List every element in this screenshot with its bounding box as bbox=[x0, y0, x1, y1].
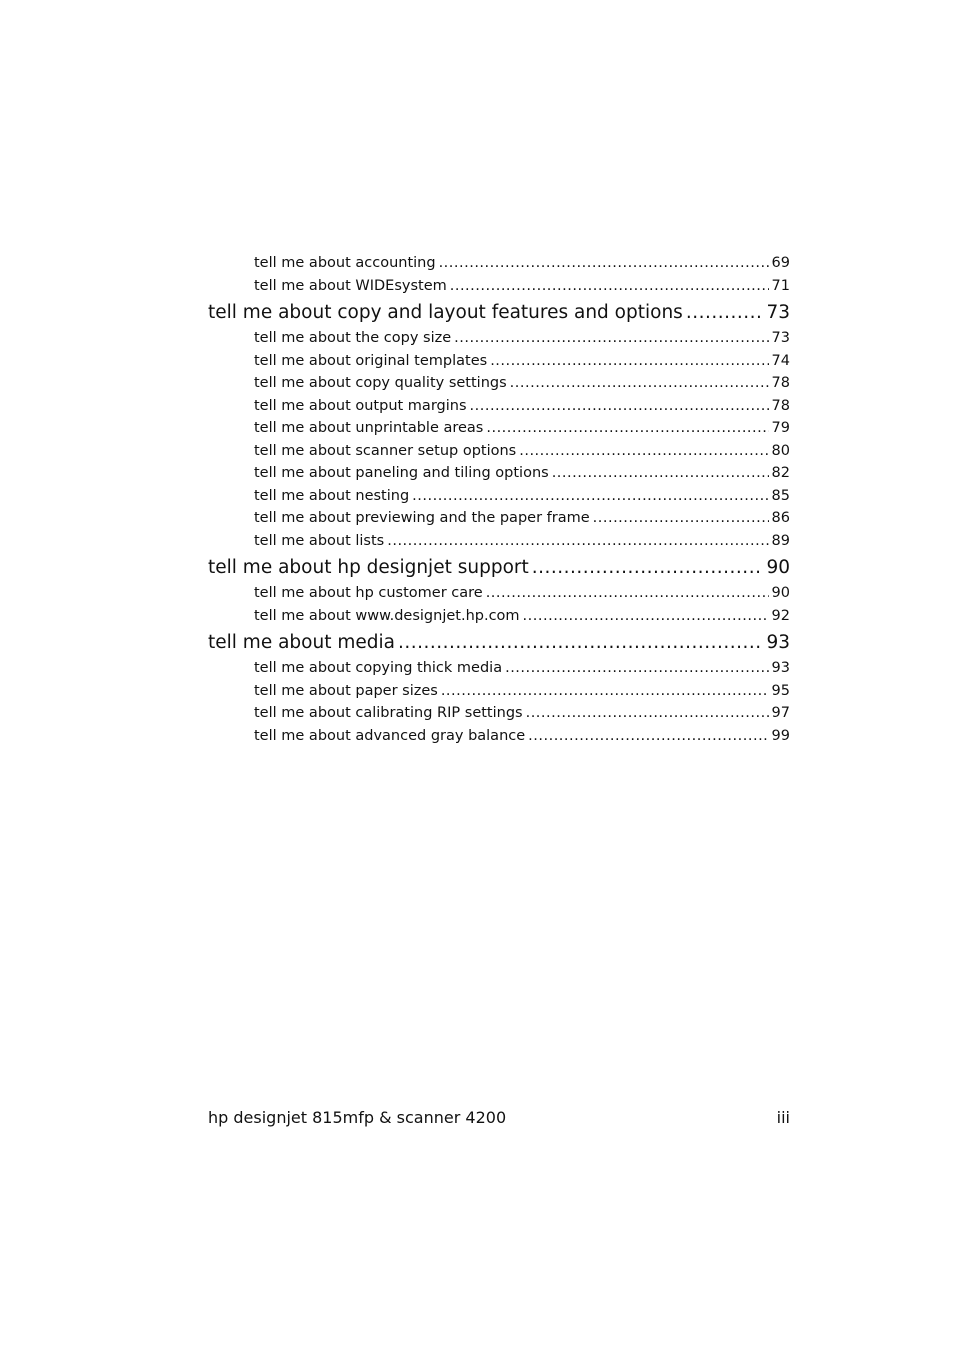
toc-section-title: tell me about hp designjet support bbox=[208, 553, 529, 583]
toc-entry-label: tell me about original templates bbox=[254, 350, 487, 373]
dot-leader bbox=[398, 628, 763, 658]
toc-entry-label: tell me about scanner setup options bbox=[254, 440, 516, 463]
toc-entry[interactable] bbox=[254, 657, 790, 680]
toc-entry[interactable] bbox=[254, 440, 790, 463]
dot-leader bbox=[450, 275, 769, 298]
toc-entry-label: tell me about lists bbox=[254, 530, 384, 553]
dot-leader bbox=[593, 507, 769, 530]
toc-entry-page: 97 bbox=[772, 702, 790, 725]
toc-entry-label: tell me about WIDEsystem bbox=[254, 275, 447, 298]
toc-section-title: tell me about media bbox=[208, 628, 395, 658]
dot-leader bbox=[486, 417, 768, 440]
toc-entry-page: 69 bbox=[772, 252, 790, 275]
page-number: iii bbox=[776, 1108, 790, 1127]
dot-leader bbox=[532, 553, 764, 583]
toc-entry-label: tell me about advanced gray balance bbox=[254, 725, 525, 748]
dot-leader bbox=[439, 252, 769, 275]
toc-entry[interactable] bbox=[254, 327, 790, 350]
toc-entry-page: 85 bbox=[772, 485, 790, 508]
toc-entry[interactable] bbox=[254, 275, 790, 298]
toc-section-page: 90 bbox=[766, 553, 790, 583]
toc-entry-label: tell me about calibrating RIP settings bbox=[254, 702, 523, 725]
toc-entry-label: tell me about unprintable areas bbox=[254, 417, 483, 440]
dot-leader bbox=[454, 327, 768, 350]
toc-entry-label: tell me about hp customer care bbox=[254, 582, 483, 605]
toc-entry-page: 89 bbox=[772, 530, 790, 553]
page-footer bbox=[208, 1106, 790, 1130]
dot-leader bbox=[441, 680, 769, 703]
toc-entry-page: 78 bbox=[772, 395, 790, 418]
dot-leader bbox=[490, 350, 768, 373]
toc-entry-label: tell me about copying thick media bbox=[254, 657, 502, 680]
toc-entry-page: 79 bbox=[772, 417, 790, 440]
toc-entry[interactable] bbox=[254, 485, 790, 508]
toc-section-page: 73 bbox=[766, 298, 790, 328]
toc-section-title: tell me about copy and layout features and options bbox=[208, 298, 683, 328]
toc-section-heading[interactable] bbox=[208, 553, 790, 583]
toc-section-page: 93 bbox=[766, 628, 790, 658]
toc-entry-page: 78 bbox=[772, 372, 790, 395]
toc-entry[interactable] bbox=[254, 582, 790, 605]
toc-entry[interactable] bbox=[254, 725, 790, 748]
dot-leader bbox=[528, 725, 768, 748]
dot-leader bbox=[686, 298, 764, 328]
toc-entry[interactable] bbox=[254, 417, 790, 440]
toc-entry-page: 90 bbox=[772, 582, 790, 605]
toc-entry-page: 73 bbox=[772, 327, 790, 350]
toc-entry[interactable] bbox=[254, 462, 790, 485]
toc-entry[interactable] bbox=[254, 530, 790, 553]
toc-entry-page: 99 bbox=[772, 725, 790, 748]
toc-entry-label: tell me about the copy size bbox=[254, 327, 451, 350]
toc-entry-label: tell me about copy quality settings bbox=[254, 372, 507, 395]
toc-entry-label: tell me about www.designjet.hp.com bbox=[254, 605, 520, 628]
toc-entry[interactable] bbox=[254, 372, 790, 395]
dot-leader bbox=[523, 605, 769, 628]
toc-entry[interactable] bbox=[254, 395, 790, 418]
toc-entry-label: tell me about accounting bbox=[254, 252, 436, 275]
toc-entry-page: 71 bbox=[772, 275, 790, 298]
toc-entry[interactable] bbox=[254, 702, 790, 725]
toc-section-heading[interactable] bbox=[208, 298, 790, 328]
toc-entry-label: tell me about nesting bbox=[254, 485, 409, 508]
toc-entry-label: tell me about previewing and the paper frame bbox=[254, 507, 590, 530]
toc-entry[interactable] bbox=[254, 252, 790, 275]
dot-leader bbox=[552, 462, 769, 485]
toc-entry-label: tell me about paper sizes bbox=[254, 680, 438, 703]
toc-entry-page: 92 bbox=[772, 605, 790, 628]
toc-entry[interactable] bbox=[254, 350, 790, 373]
dot-leader bbox=[387, 530, 768, 553]
dot-leader bbox=[412, 485, 768, 508]
toc-section-heading[interactable] bbox=[208, 628, 790, 658]
toc-entry-page: 80 bbox=[772, 440, 790, 463]
toc-entry-page: 93 bbox=[772, 657, 790, 680]
dot-leader bbox=[519, 440, 768, 463]
toc-entry[interactable] bbox=[254, 680, 790, 703]
table-of-contents bbox=[208, 252, 790, 747]
toc-entry-page: 74 bbox=[772, 350, 790, 373]
toc-entry-label: tell me about output margins bbox=[254, 395, 467, 418]
toc-entry-label: tell me about paneling and tiling options bbox=[254, 462, 549, 485]
toc-entry[interactable] bbox=[254, 605, 790, 628]
footer-title: hp designjet 815mfp & scanner 4200 bbox=[208, 1108, 507, 1127]
dot-leader bbox=[510, 372, 769, 395]
toc-entry[interactable] bbox=[254, 507, 790, 530]
dot-leader bbox=[470, 395, 769, 418]
dot-leader bbox=[505, 657, 768, 680]
toc-entry-page: 86 bbox=[772, 507, 790, 530]
toc-entry-page: 95 bbox=[772, 680, 790, 703]
dot-leader bbox=[526, 702, 769, 725]
dot-leader bbox=[486, 582, 769, 605]
toc-entry-page: 82 bbox=[772, 462, 790, 485]
